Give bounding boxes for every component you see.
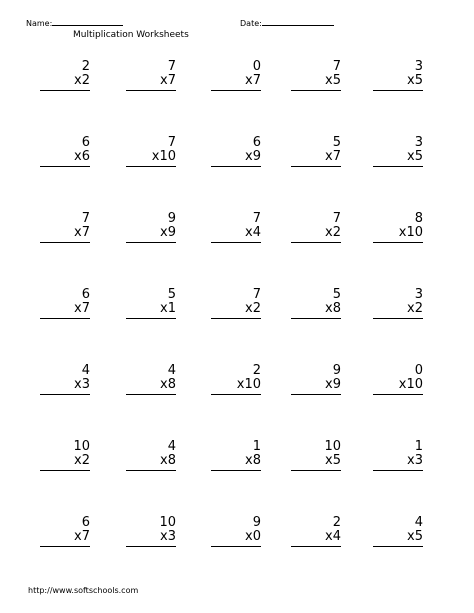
- problem-r6-c3: [211, 440, 261, 480]
- multiplicand: 7: [332, 59, 341, 74]
- multiplier: x5: [407, 73, 423, 88]
- multiplicand: 5: [332, 135, 341, 150]
- answer-line[interactable]: [126, 470, 176, 471]
- problem-r2-c4: [291, 136, 341, 176]
- multiplicand: 5: [332, 287, 341, 302]
- multiplier: x3: [160, 529, 176, 544]
- answer-line[interactable]: [373, 90, 423, 91]
- multiplier: x7: [160, 73, 176, 88]
- footer-url: http://www.softschools.com: [28, 586, 139, 595]
- answer-line[interactable]: [211, 242, 261, 243]
- multiplier: x7: [74, 529, 90, 544]
- problem-r3-c5: [373, 212, 423, 252]
- multiplicand: 0: [414, 363, 423, 378]
- multiplicand: 4: [81, 363, 90, 378]
- answer-line[interactable]: [373, 546, 423, 547]
- problem-r3-c2: [126, 212, 176, 252]
- multiplicand: 9: [167, 211, 176, 226]
- multiplicand: 7: [167, 59, 176, 74]
- answer-line[interactable]: [126, 546, 176, 547]
- answer-line[interactable]: [40, 242, 90, 243]
- problem-r7-c4: [291, 516, 341, 556]
- multiplicand: 0: [252, 59, 261, 74]
- problem-r4-c5: [373, 288, 423, 328]
- problem-r4-c1: [40, 288, 90, 328]
- answer-line[interactable]: [291, 470, 341, 471]
- multiplier: x10: [398, 225, 423, 240]
- problem-r2-c3: [211, 136, 261, 176]
- multiplicand: 6: [81, 135, 90, 150]
- multiplicand: 10: [159, 515, 176, 530]
- multiplicand: 2: [81, 59, 90, 74]
- answer-line[interactable]: [291, 318, 341, 319]
- problem-r5-c2: [126, 364, 176, 404]
- problem-r3-c4: [291, 212, 341, 252]
- multiplier: x2: [325, 225, 341, 240]
- multiplier: x2: [407, 301, 423, 316]
- answer-line[interactable]: [211, 166, 261, 167]
- multiplicand: 9: [252, 515, 261, 530]
- answer-line[interactable]: [291, 394, 341, 395]
- multiplicand: 7: [252, 287, 261, 302]
- multiplicand: 3: [414, 59, 423, 74]
- multiplicand: 7: [332, 211, 341, 226]
- problem-r6-c5: [373, 440, 423, 480]
- multiplier: x7: [74, 301, 90, 316]
- multiplicand: 6: [81, 287, 90, 302]
- problem-r5-c1: [40, 364, 90, 404]
- multiplicand: 10: [73, 439, 90, 454]
- multiplicand: 2: [332, 515, 341, 530]
- multiplier: x4: [245, 225, 261, 240]
- multiplier: x3: [407, 453, 423, 468]
- multiplier: x7: [325, 149, 341, 164]
- problem-r7-c5: [373, 516, 423, 556]
- multiplier: x10: [236, 377, 261, 392]
- multiplicand: 8: [414, 211, 423, 226]
- answer-line[interactable]: [126, 90, 176, 91]
- answer-line[interactable]: [211, 90, 261, 91]
- multiplicand: 3: [414, 135, 423, 150]
- multiplier: x8: [160, 453, 176, 468]
- answer-line[interactable]: [40, 394, 90, 395]
- multiplier: x10: [398, 377, 423, 392]
- multiplicand: 4: [414, 515, 423, 530]
- multiplier: x2: [74, 453, 90, 468]
- multiplicand: 1: [414, 439, 423, 454]
- answer-line[interactable]: [40, 166, 90, 167]
- problem-r6-c2: [126, 440, 176, 480]
- answer-line[interactable]: [373, 318, 423, 319]
- answer-line[interactable]: [40, 470, 90, 471]
- multiplicand: 4: [167, 363, 176, 378]
- answer-line[interactable]: [373, 166, 423, 167]
- answer-line[interactable]: [291, 166, 341, 167]
- problem-r4-c2: [126, 288, 176, 328]
- multiplicand: 7: [252, 211, 261, 226]
- answer-line[interactable]: [373, 394, 423, 395]
- answer-line[interactable]: [126, 166, 176, 167]
- problem-r1-c5: [373, 60, 423, 100]
- problem-r2-c2: [126, 136, 176, 176]
- answer-line[interactable]: [211, 546, 261, 547]
- answer-line[interactable]: [211, 470, 261, 471]
- multiplier: x9: [160, 225, 176, 240]
- multiplicand: 5: [167, 287, 176, 302]
- answer-line[interactable]: [40, 546, 90, 547]
- multiplicand: 1: [252, 439, 261, 454]
- answer-line[interactable]: [126, 242, 176, 243]
- multiplier: x6: [74, 149, 90, 164]
- answer-line[interactable]: [373, 470, 423, 471]
- problem-r5-c5: [373, 364, 423, 404]
- multiplier: x5: [325, 73, 341, 88]
- problem-r5-c4: [291, 364, 341, 404]
- answer-line[interactable]: [40, 318, 90, 319]
- multiplier: x8: [325, 301, 341, 316]
- multiplier: x1: [160, 301, 176, 316]
- multiplier: x8: [245, 453, 261, 468]
- multiplier: x2: [74, 73, 90, 88]
- multiplicand: 10: [324, 439, 341, 454]
- worksheet-title: Multiplication Worksheets: [73, 30, 189, 40]
- problem-r2-c5: [373, 136, 423, 176]
- multiplier: x8: [160, 377, 176, 392]
- problem-r1-c4: [291, 60, 341, 100]
- multiplier: x5: [407, 149, 423, 164]
- problem-r1-c3: [211, 60, 261, 100]
- multiplicand: 6: [252, 135, 261, 150]
- problem-r2-c1: [40, 136, 90, 176]
- multiplicand: 3: [414, 287, 423, 302]
- multiplicand: 6: [81, 515, 90, 530]
- answer-line[interactable]: [126, 394, 176, 395]
- multiplier: x7: [245, 73, 261, 88]
- problem-r4-c3: [211, 288, 261, 328]
- multiplier: x9: [245, 149, 261, 164]
- problem-r4-c4: [291, 288, 341, 328]
- multiplier: x2: [245, 301, 261, 316]
- problem-r6-c4: [291, 440, 341, 480]
- answer-line[interactable]: [211, 318, 261, 319]
- multiplicand: 9: [332, 363, 341, 378]
- multiplier: x5: [325, 453, 341, 468]
- problem-r7-c2: [126, 516, 176, 556]
- problem-r3-c1: [40, 212, 90, 252]
- answer-line[interactable]: [211, 394, 261, 395]
- problem-r6-c1: [40, 440, 90, 480]
- problem-r3-c3: [211, 212, 261, 252]
- multiplicand: 7: [167, 135, 176, 150]
- multiplier: x9: [325, 377, 341, 392]
- answer-line[interactable]: [40, 90, 90, 91]
- multiplier: x4: [325, 529, 341, 544]
- problem-r7-c3: [211, 516, 261, 556]
- problem-r1-c1: [40, 60, 90, 100]
- multiplicand: 4: [167, 439, 176, 454]
- multiplier: x10: [151, 149, 176, 164]
- multiplicand: 7: [81, 211, 90, 226]
- problem-r7-c1: [40, 516, 90, 556]
- name-label: Name:: [26, 19, 53, 28]
- problem-r5-c3: [211, 364, 261, 404]
- multiplier: x0: [245, 529, 261, 544]
- multiplicand: 2: [252, 363, 261, 378]
- answer-line[interactable]: [291, 546, 341, 547]
- multiplier: x3: [74, 377, 90, 392]
- answer-line[interactable]: [373, 242, 423, 243]
- multiplier: x7: [74, 225, 90, 240]
- date-label: Date:: [240, 19, 262, 28]
- answer-line[interactable]: [126, 318, 176, 319]
- answer-line[interactable]: [291, 242, 341, 243]
- multiplier: x5: [407, 529, 423, 544]
- answer-line[interactable]: [291, 90, 341, 91]
- problem-r1-c2: [126, 60, 176, 100]
